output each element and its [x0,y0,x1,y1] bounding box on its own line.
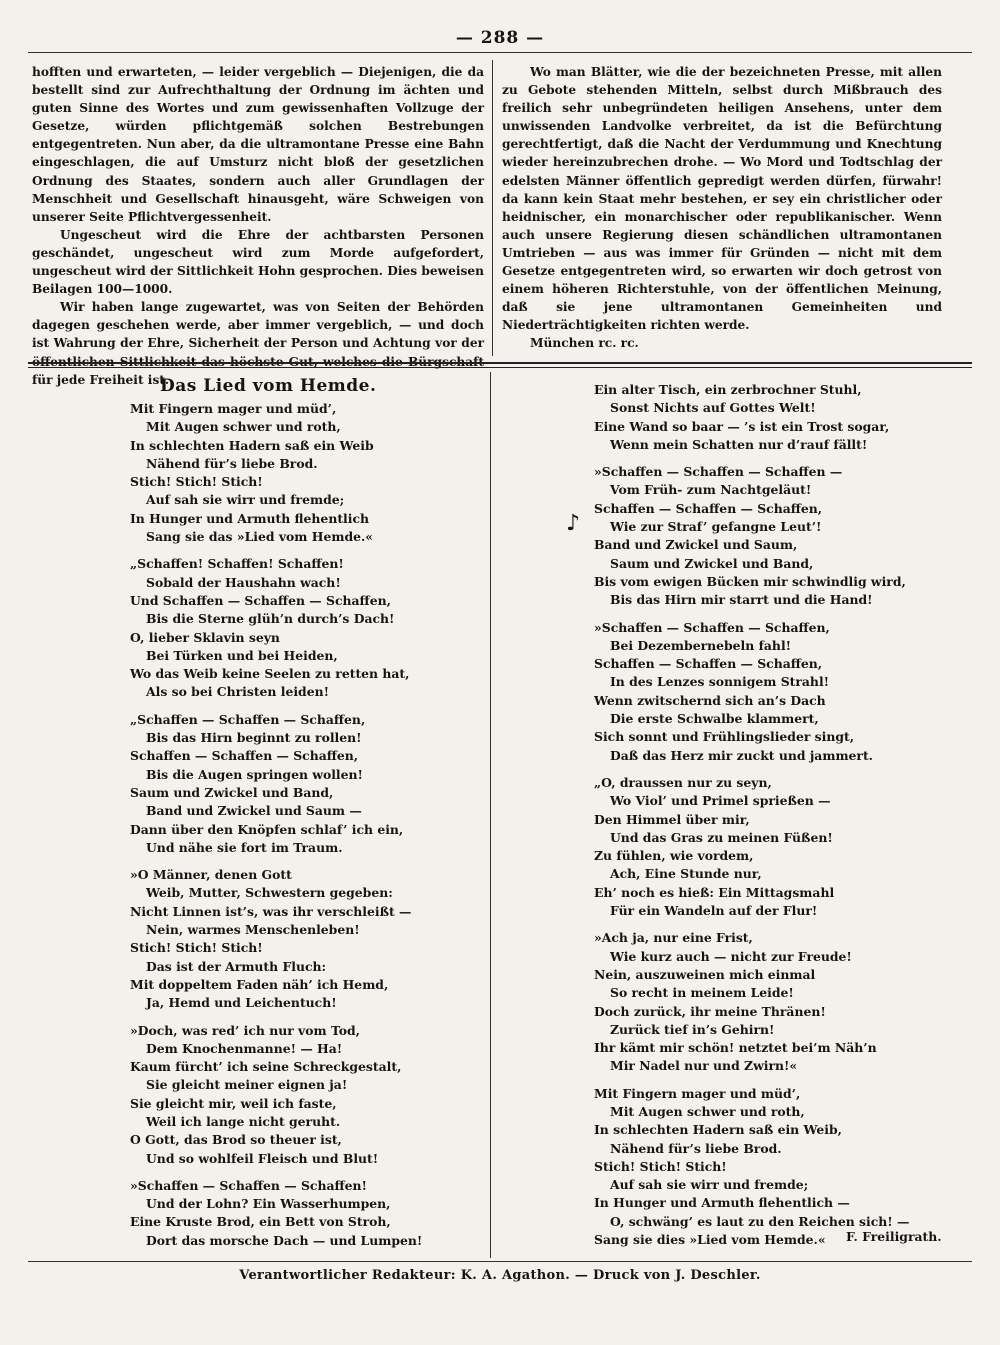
poem-stanza [594,463,954,609]
poem-line: In des Lenzes sonnigem Strahl! [610,674,830,690]
poem-line: Dann über den Knöpfen schlaf’ ich ein, [130,821,404,837]
poem-line: Wenn mein Schatten nur d’rauf fällt! [610,436,868,452]
poem-line: Saum und Zwickel und Band, [610,555,814,571]
poem-line: »Ach ja, nur eine Frist, [594,930,753,946]
poem-line: Doch zurück, ihr meine Thränen! [594,1003,826,1019]
page-number: — 288 — [455,28,545,48]
poem-right-column [594,381,954,1258]
article-paragraph: Wo man Blätter, wie die der bezeichneten Presse, mit allen zu Gebote stehenden Mitteln, selbst durch Mißbrauch des freilich sehr unbegründeten heiligen Ansehens, unter dem unwissenden Landvolke verbreitet, da ist die Befürchtung gerechtfertigt, daß die Nacht der Verdummung und Knechtung wieder hereinzubrechen drohe. — Wo Mord und Todtschlag der edelsten Männer öffentlich gepredigt werden dürfen, fürwahr! da kann kein Staat mehr bestehen, er sey ein christlicher oder heidnischer, ein monarchischer oder republikanischer. Wenn auch unsere Regierung diesen schändlichen ultramontanen Umtrieben — aus was immer für Gründen — nicht mit dem Gesetze entgegentreten wird, so erwarten wir doch getrost von einem höheren Richterstuhle, von der öffentlichen Meinung, daß sie jene ultramontanen Gemeinheiten und Niederträchtigkeiten richten werde. [502,65,942,333]
poem-line: Sie gleicht mir, weil ich faste, [130,1095,337,1111]
poem-line: Stich! Stich! Stich! [130,940,263,956]
poem-line: Schaffen — Schaffen — Schaffen, [130,748,359,764]
poem-line: In schlechten Hadern saß ein Weib [130,437,374,453]
poem-line: „Schaffen! Schaffen! Schaffen! [130,556,344,572]
right-article-column [502,63,942,353]
poem-line: Vom Früh- zum Nachtgeläut! [610,482,812,498]
poem-line: Sich sonnt und Frühlingslieder singt, [594,729,855,745]
poem-line: Sang sie dies »Lied vom Hemde.« [594,1232,826,1248]
poem-stanza [594,929,954,1075]
poem-line: Ach, Eine Stunde nur, [610,866,762,882]
poem-stanza [130,1177,470,1250]
poem-line: Daß das Herz mir zuckt und jammert. [610,747,873,763]
poem-stanza [130,555,470,701]
article-paragraph: München rc. rc. [530,336,639,351]
imprint-footer: Verantwortlicher Redakteur: K. A. Agathon. — Druck von J. Deschler. [239,1268,761,1283]
poem-line: In Hunger und Armuth flehentlich [130,510,370,526]
poem-line: Zu fühlen, wie vordem, [594,848,754,864]
poem-line: O, schwäng’ es laut zu den Reichen sich! — [610,1213,910,1229]
poem-line: Bei Türken und bei Heiden, [146,647,338,663]
poem-line: Wenn zwitschernd sich an’s Dach [594,692,826,708]
poem-line: Und nähe sie fort im Traum. [146,839,343,855]
upper-column-divider [492,60,493,356]
poem-line: Mit Fingern mager und müd’, [594,1085,801,1101]
article-paragraph: Ungescheut wird die Ehre der achtbarsten Personen geschändet, ungescheut wird zum Morde aufgefordert, ungescheut wird der Sittlichkeit Hohn gesprochen. Dies beweisen Beilagen 100—1000. [32,227,484,297]
poem-line: Stich! Stich! Stich! [594,1158,727,1174]
note-ornament-icon: ♪ [566,510,581,536]
poem-line: Wie zur Straf’ gefangne Leut’! [610,519,822,535]
poem-line: Ihr kämt mir schön! netztet bei’m Näh’n [594,1040,877,1056]
poem-line: Sonst Nichts auf Gottes Welt! [610,400,816,416]
poem-title: Das Lied vom Hemde. [160,376,377,396]
poem-line: Eine Wand so baar — ’s ist ein Trost sogar, [594,418,890,434]
poem-line: »Schaffen — Schaffen — Schaffen — [594,464,843,480]
left-article-column [32,63,484,389]
poem-line: Mit Augen schwer und roth, [146,419,341,435]
poem-line: »O Männer, denen Gott [130,867,292,883]
poem-line: Mit Fingern mager und müd’, [130,401,337,416]
poem-line: Als so bei Christen leiden! [146,684,330,700]
poem-line: In schlechten Hadern saß ein Weib, [594,1122,842,1138]
section-divider [28,362,972,368]
poem-line: Auf sah sie wirr und fremde; [146,492,345,508]
poem-line: Band und Zwickel und Saum — [146,803,362,819]
poem-line: »Schaffen — Schaffen — Schaffen! [130,1177,367,1193]
poem-line: Den Himmel über mir, [594,811,750,827]
poem-line: Mir Nadel nur und Zwirn!« [610,1058,798,1074]
poem-line: Mit doppeltem Faden näh’ ich Hemd, [130,976,389,992]
poem-line: Schaffen — Schaffen — Schaffen, [594,500,823,516]
poem-line: Dort das morsche Dach — und Lumpen! [146,1232,423,1248]
poem-left-column [130,400,470,1259]
poem-stanza [130,1022,470,1168]
poem-line: Ja, Hemd und Leichentuch! [146,995,337,1011]
poem-line: „O, draussen nur zu seyn, [594,774,772,790]
poem-line: Zurück tief in’s Gehirn! [610,1021,775,1037]
poem-line: Kaum fürcht’ ich seine Schreckgestalt, [130,1059,402,1075]
poem-line: Die erste Schwalbe klammert, [610,711,819,727]
poem-line: Saum und Zwickel und Band, [130,784,334,800]
poem-stanza [130,400,470,546]
poem-line: Bis das Hirn beginnt zu rollen! [146,730,362,746]
poem-line: Und das Gras zu meinen Füßen! [610,829,833,845]
poem-line: Dem Knochenmanne! — Ha! [146,1040,343,1056]
poem-line: Sie gleicht meiner eignen ja! [146,1077,348,1093]
poem-line: O, lieber Sklavin seyn [130,629,280,645]
poem-line: Und Schaffen — Schaffen — Schaffen, [130,592,391,608]
poem-line: Und so wohlfeil Fleisch und Blut! [146,1150,379,1166]
footer-rule [28,1261,972,1262]
poem-line: Bis die Sterne glüh’n durch’s Dach! [146,611,395,627]
poem-stanza [594,1085,954,1250]
poem-line: Sang sie das »Lied vom Hemde.« [146,529,374,545]
poem-line: Weil ich lange nicht geruht. [146,1113,341,1129]
poem-signature: F. Freiligrath. [846,1229,942,1244]
poem-line: Für ein Wandeln auf der Flur! [610,903,818,919]
poem-line: Bis die Augen springen wollen! [146,766,363,782]
poem-line: O Gott, das Brod so theuer ist, [130,1132,342,1148]
poem-line: „Schaffen — Schaffen — Schaffen, [130,711,366,727]
poem-line: Und der Lohn? Ein Wasserhumpen, [146,1196,391,1212]
poem-line: Nähend für’s liebe Brod. [610,1140,782,1156]
poem-line: Band und Zwickel und Saum, [594,537,798,553]
article-paragraph: Wir haben lange zugewartet, was von Seiten der Behörden dagegen geschehen werde, aber immer vergeblich, — und doch ist Wahrung der Ehre, Sicherheit der Person und Achtung vor der öffentlichen Sittlichkeit das höchste Gut, welches die Bürgschaft für jede Freiheit ist. [32,300,484,387]
poem-line: Auf sah sie wirr und fremde; [610,1177,809,1193]
poem-line: Nein, auszuweinen mich einmal [594,966,816,982]
poem-line: »Doch, was red’ ich nur vom Tod, [130,1022,360,1038]
poem-line: Bei Dezembernebeln fahl! [610,637,792,653]
poem-line: Stich! Stich! Stich! [130,474,263,490]
poem-stanza [594,619,954,765]
poem-line: Wo das Weib keine Seelen zu retten hat, [130,666,410,682]
poem-line: Eine Kruste Brod, ein Bett von Stroh, [130,1214,391,1230]
poem-line: Bis vom ewigen Bücken mir schwindlig wird, [594,573,906,589]
poem-stanza [130,866,470,1012]
poem-line: »Schaffen — Schaffen — Schaffen, [594,619,830,635]
poem-line: Nein, warmes Menschenleben! [146,922,360,938]
poem-line: Sobald der Haushahn wach! [146,574,341,590]
poem-stanza [594,774,954,920]
lower-column-divider [490,372,491,1258]
poem-line: So recht in meinem Leide! [610,985,794,1001]
poem-stanza [130,711,470,857]
poem-line: In Hunger und Armuth flehentlich — [594,1195,850,1211]
poem-line: Eh’ noch es hieß: Ein Mittagsmahl [594,884,835,900]
poem-line: Bis das Hirn mir starrt und die Hand! [610,592,873,608]
poem-stanza [594,381,954,454]
poem-line: Nicht Linnen ist’s, was ihr verschleißt — [130,903,412,919]
poem-line: Wo Viol’ und Primel sprießen — [610,793,831,809]
poem-line: Weib, Mutter, Schwestern gegeben: [146,885,393,901]
header-rule [28,52,972,53]
poem-line: Mit Augen schwer und roth, [610,1103,805,1119]
poem-line: Schaffen — Schaffen — Schaffen, [594,656,823,672]
poem-line: Ein alter Tisch, ein zerbrochner Stuhl, [594,382,862,397]
poem-line: Nähend für’s liebe Brod. [146,455,318,471]
poem-line: Das ist der Armuth Fluch: [146,958,327,974]
article-paragraph: hofften und erwarteten, — leider vergeblich — Diejenigen, die da bestellt sind zur Aufrechthaltung der Ordnung im ächten und guten Sinne des Wortes und zum gewissenhaften Vollzuge der Gesetze, würden pflichtgemäß solchen Bestrebungen entgegentreten. Nun aber, da die ultramontane Presse eine Bahn eingeschlagen, die auf Umsturz nicht bloß der gesetzlichen Ordnung des Staates, sondern auch aller Grundlagen der Menschheit und Gesellschaft hinausgeht, wäre Schweigen von unserer Seite Pflichtvergessenheit. [32,65,484,224]
poem-line: Wie kurz auch — nicht zur Freude! [610,948,852,964]
